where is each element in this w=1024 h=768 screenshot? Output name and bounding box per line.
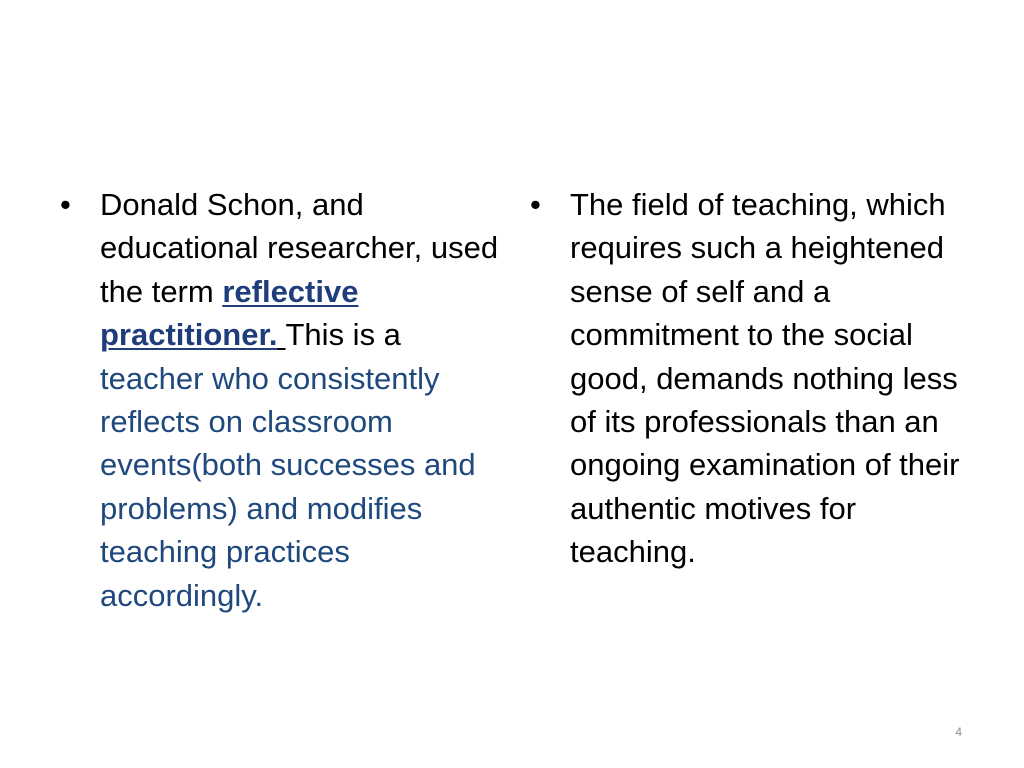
left-bullet-intro: Donald Schon, and educational researcher, used the term (100, 187, 499, 309)
slide-number: 4 (955, 725, 962, 739)
reflective-practitioner-term[interactable]: reflective practitioner. (100, 273, 359, 353)
bullet-icon: • (60, 187, 71, 222)
term-trailing-space (277, 317, 285, 352)
right-column (530, 183, 970, 574)
left-column (60, 183, 500, 617)
left-bullet-item (60, 183, 500, 617)
reflective-practitioner-definition: teacher who consistently reflects on classroom events(both successes and problems) and modifies teaching practices accordingly. (100, 360, 476, 613)
right-bullet-text: The field of teaching, which requires such a heightened sense of self and a commitment to the social good, demands nothing less of its professionals than an ongoing examination of their authentic motives for teaching. (570, 187, 960, 570)
right-bullet-item (530, 183, 970, 574)
bullet-icon: • (530, 187, 541, 222)
left-bullet-this-is: This is a (285, 317, 401, 353)
